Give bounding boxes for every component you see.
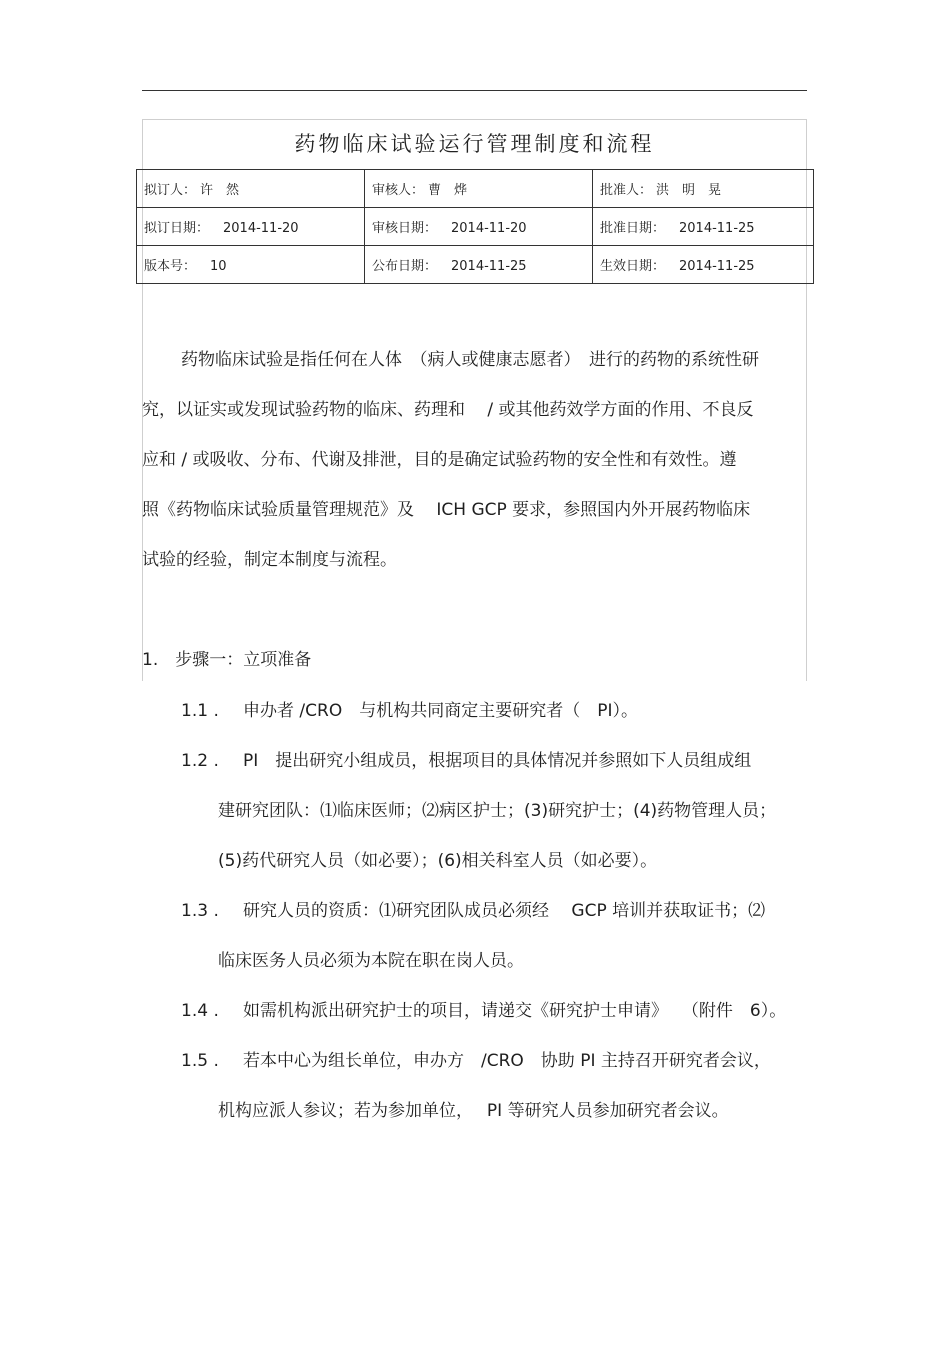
meta-label: 审核人： xyxy=(372,183,425,198)
item-number: 1.5 . xyxy=(181,1051,219,1071)
item-text: 若本中心为组长单位，申办方 /CRO 协助 PI 主持召开研究者会议， xyxy=(243,1051,771,1071)
item-continuation: 建研究团队：⑴临床医师；⑵病区护士；(3)研究护士；(4)药物管理人员； xyxy=(218,801,777,821)
header-rule xyxy=(142,90,807,91)
intro-line: 药物临床试验是指任何在人体 （病人或健康志愿者） 进行的药物的系统性研 xyxy=(181,350,759,370)
meta-cell-effective-date xyxy=(593,246,814,284)
meta-row xyxy=(137,246,814,284)
meta-cell-review-date xyxy=(365,208,593,246)
meta-cell-approve-date xyxy=(593,208,814,246)
item-number: 1.4 . xyxy=(181,1001,219,1021)
intro-line: 照《药物临床试验质量管理规范》及 ICH GCP 要求，参照国内外开展药物临床 xyxy=(142,500,751,520)
meta-label: 公布日期： xyxy=(372,259,438,274)
document-meta-table xyxy=(136,169,814,284)
item-continuation: 机构应派人参议；若为参加单位， PI 等研究人员参加研究者会议。 xyxy=(218,1101,729,1121)
meta-value: 许 然 xyxy=(200,183,240,198)
meta-cell-reviewer xyxy=(365,170,593,208)
meta-label: 版本号： xyxy=(144,259,197,274)
meta-value: 2014-11-25 xyxy=(451,259,527,274)
section-heading: 1. 步骤一：立项准备 xyxy=(142,650,312,670)
meta-label: 拟订人： xyxy=(144,183,197,198)
item-text: 申办者 /CRO 与机构共同商定主要研究者（ PI）。 xyxy=(243,701,638,721)
item-text: 如需机构派出研究护士的项目，请递交《研究护士申请》 （附件 6）。 xyxy=(243,1001,787,1021)
meta-value: 2014-11-20 xyxy=(223,221,299,236)
list-item xyxy=(181,746,811,771)
item-continuation: 临床医务人员必须为本院在职在岗人员。 xyxy=(218,951,524,971)
item-number: 1.3 . xyxy=(181,901,219,921)
meta-cell-drafter xyxy=(137,170,365,208)
item-continuation: (5)药代研究人员（如必要）；(6)相关科室人员（如必要）。 xyxy=(218,851,658,871)
item-text: PI 提出研究小组成员，根据项目的具体情况并参照如下人员组成组 xyxy=(243,751,752,771)
intro-line: 究，以证实或发现试验药物的临床、药理和 / 或其他药效学方面的作用、不良反 xyxy=(142,400,754,420)
meta-value: 2014-11-25 xyxy=(679,259,755,274)
meta-cell-publish-date xyxy=(365,246,593,284)
meta-label: 拟订日期： xyxy=(144,221,210,236)
meta-cell-draft-date xyxy=(137,208,365,246)
intro-line: 试验的经验，制定本制度与流程。 xyxy=(142,550,397,570)
meta-value: 2014-11-20 xyxy=(451,221,527,236)
meta-value: 2014-11-25 xyxy=(679,221,755,236)
list-item xyxy=(181,996,811,1021)
item-number: 1.1 . xyxy=(181,701,219,721)
meta-cell-version xyxy=(137,246,365,284)
list-item xyxy=(181,1046,811,1071)
meta-cell-approver xyxy=(593,170,814,208)
intro-line: 应和 / 或吸收、分布、代谢及排泄，目的是确定试验药物的安全性和有效性。遵 xyxy=(142,450,737,470)
item-number: 1.2 . xyxy=(181,751,219,771)
meta-value: 10 xyxy=(210,259,227,274)
meta-label: 批准日期： xyxy=(600,221,666,236)
meta-row xyxy=(137,170,814,208)
document-title: 药物临床试验运行管理制度和流程 xyxy=(294,132,655,156)
list-item xyxy=(181,896,811,921)
list-item xyxy=(181,696,811,721)
meta-value: 曹 烨 xyxy=(428,183,468,198)
meta-label: 审核日期： xyxy=(372,221,438,236)
frame-top-border xyxy=(142,119,807,120)
meta-row xyxy=(137,208,814,246)
item-text: 研究人员的资质：⑴研究团队成员必须经 GCP 培训并获取证书；⑵ xyxy=(243,901,766,921)
meta-value: 洪 明 晃 xyxy=(656,183,722,198)
meta-label: 批准人： xyxy=(600,183,653,198)
meta-label: 生效日期： xyxy=(600,259,666,274)
